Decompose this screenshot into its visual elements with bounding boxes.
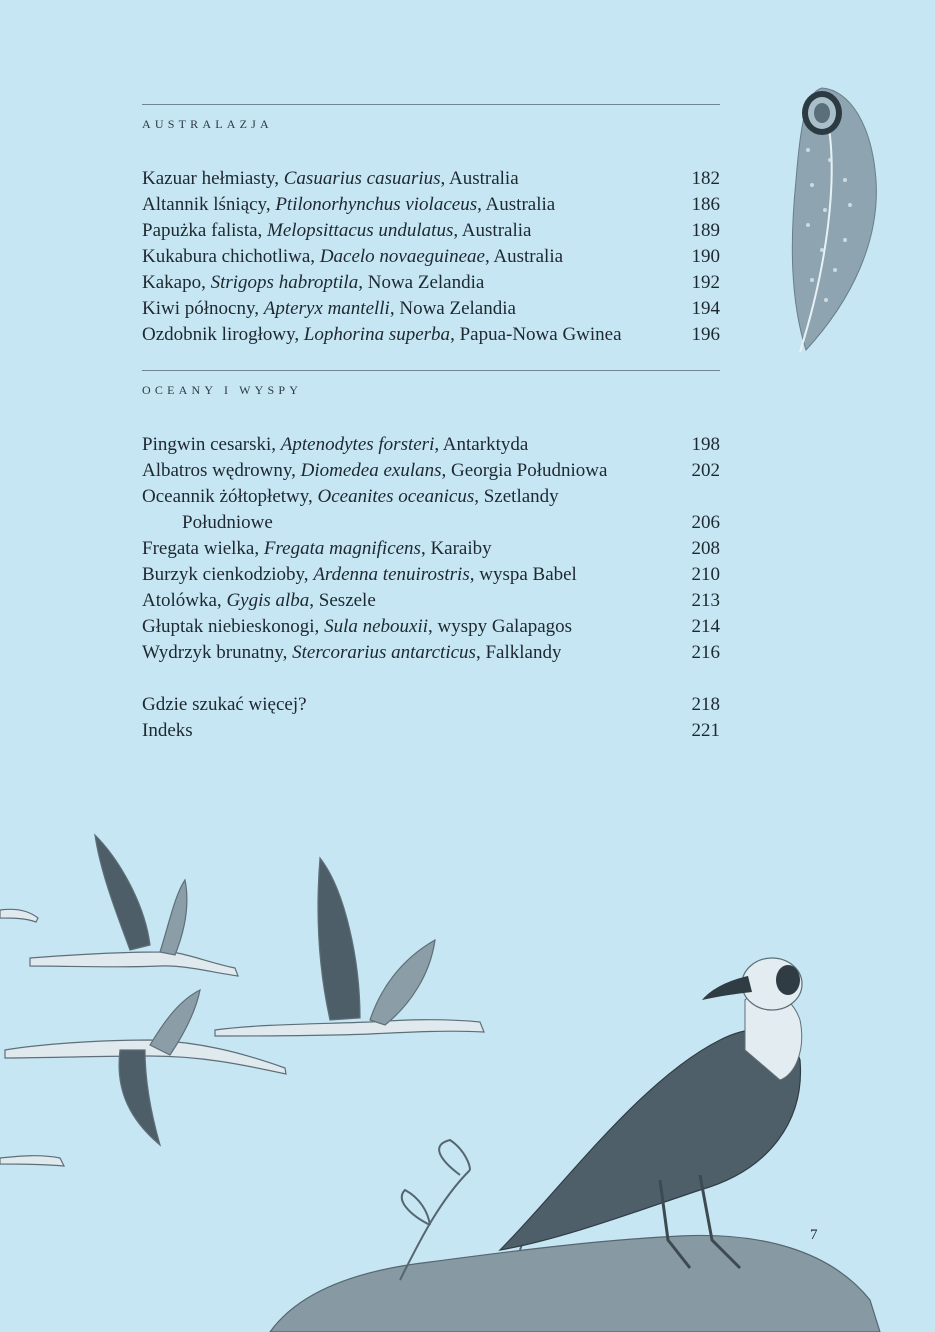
entry-title: Oceannik żółtopłetwy, Oceanites oceanicus, Szetlandy Południowe bbox=[142, 484, 559, 536]
section-heading: OCEANY I WYSPY bbox=[142, 383, 303, 397]
entry-page: 182 bbox=[691, 168, 720, 189]
entry-title: Kukabura chichotliwa, Dacelo novaeguineae, Australia bbox=[142, 246, 564, 267]
flamingo-icon bbox=[215, 858, 484, 1036]
toc-entry bbox=[142, 484, 720, 536]
toc-entry bbox=[142, 322, 720, 348]
toc-entry bbox=[142, 718, 720, 744]
entry-title: Głuptak niebieskonogi, Sula nebouxii, wyspy Galapagos bbox=[142, 616, 573, 637]
back-matter bbox=[142, 692, 720, 744]
toc-entry bbox=[142, 536, 720, 562]
entry-page: 186 bbox=[691, 194, 720, 215]
entry-title: Ozdobnik lirogłowy, Lophorina superba, Papua-Nowa Gwinea bbox=[142, 324, 622, 345]
section-rule bbox=[142, 370, 720, 371]
section-oceany-i-wyspy bbox=[142, 370, 720, 666]
entry-page: 206 bbox=[691, 512, 720, 533]
toc-entry bbox=[142, 640, 720, 666]
entry-title: Pingwin cesarski, Aptenodytes forsteri, Antarktyda bbox=[142, 434, 529, 455]
entry-page: 208 bbox=[691, 538, 720, 559]
toc-entry bbox=[142, 296, 720, 322]
toc-entry bbox=[142, 192, 720, 218]
entry-page: 216 bbox=[691, 642, 720, 663]
toc-entry bbox=[142, 270, 720, 296]
feather-icon bbox=[792, 88, 876, 352]
entry-title: Kazuar hełmiasty, Casuarius casuarius, Australia bbox=[142, 168, 519, 189]
page-number: 7 bbox=[810, 1227, 818, 1243]
flamingo-flock-illustration bbox=[0, 835, 484, 1166]
entry-title: Fregata wielka, Fregata magnificens, Karaiby bbox=[142, 538, 492, 559]
toc-entry bbox=[142, 244, 720, 270]
entry-title: Atolówka, Gygis alba, Seszele bbox=[142, 590, 376, 611]
entry-title: Gdzie szukać więcej? bbox=[142, 694, 307, 715]
entry-page: 218 bbox=[691, 694, 720, 715]
entry-title: Papużka falista, Melopsittacus undulatus, Australia bbox=[142, 220, 532, 241]
entry-page: 202 bbox=[691, 460, 720, 481]
entry-page: 221 bbox=[691, 720, 720, 741]
section-australazja bbox=[142, 104, 720, 348]
toc-entry bbox=[142, 218, 720, 244]
entry-title: Burzyk cienkodzioby, Ardenna tenuirostris, wyspa Babel bbox=[142, 564, 577, 585]
toc-entry bbox=[142, 692, 720, 718]
toc-entry bbox=[142, 432, 720, 458]
toc-entry bbox=[142, 166, 720, 192]
entry-page: 196 bbox=[691, 324, 720, 345]
entry-title: Kiwi północny, Apteryx mantelli, Nowa Zelandia bbox=[142, 298, 516, 319]
section-rule bbox=[142, 104, 720, 105]
flamingo-icon bbox=[30, 835, 238, 976]
table-of-contents bbox=[142, 104, 720, 744]
toc-entry bbox=[142, 614, 720, 640]
entry-page: 198 bbox=[691, 434, 720, 455]
perched-bird-illustration bbox=[500, 958, 802, 1268]
entry-page: 213 bbox=[691, 590, 720, 611]
entry-page: 194 bbox=[691, 298, 720, 319]
entry-title: Altannik lśniący, Ptilonorhynchus violaceus, Australia bbox=[142, 194, 556, 215]
entry-page: 190 bbox=[691, 246, 720, 267]
entry-title: Albatros wędrowny, Diomedea exulans, Georgia Południowa bbox=[142, 460, 608, 481]
entry-page: 192 bbox=[691, 272, 720, 293]
entry-title: Kakapo, Strigops habroptila, Nowa Zelandia bbox=[142, 272, 485, 293]
entry-title: Wydrzyk brunatny, Stercorarius antarcticus, Falklandy bbox=[142, 642, 562, 663]
entry-page: 189 bbox=[691, 220, 720, 241]
entry-page: 210 bbox=[691, 564, 720, 585]
entry-title-continuation: Południowe bbox=[182, 512, 273, 533]
section-heading: AUSTRALAZJA bbox=[142, 117, 273, 131]
toc-entry bbox=[142, 562, 720, 588]
toc-entry bbox=[142, 588, 720, 614]
flamingo-icon bbox=[5, 990, 286, 1145]
flamingo-icon bbox=[0, 909, 38, 922]
toc-entry bbox=[142, 458, 720, 484]
flamingo-icon bbox=[0, 1156, 64, 1166]
entry-page: 214 bbox=[691, 616, 720, 637]
entry-title: Indeks bbox=[142, 720, 193, 741]
